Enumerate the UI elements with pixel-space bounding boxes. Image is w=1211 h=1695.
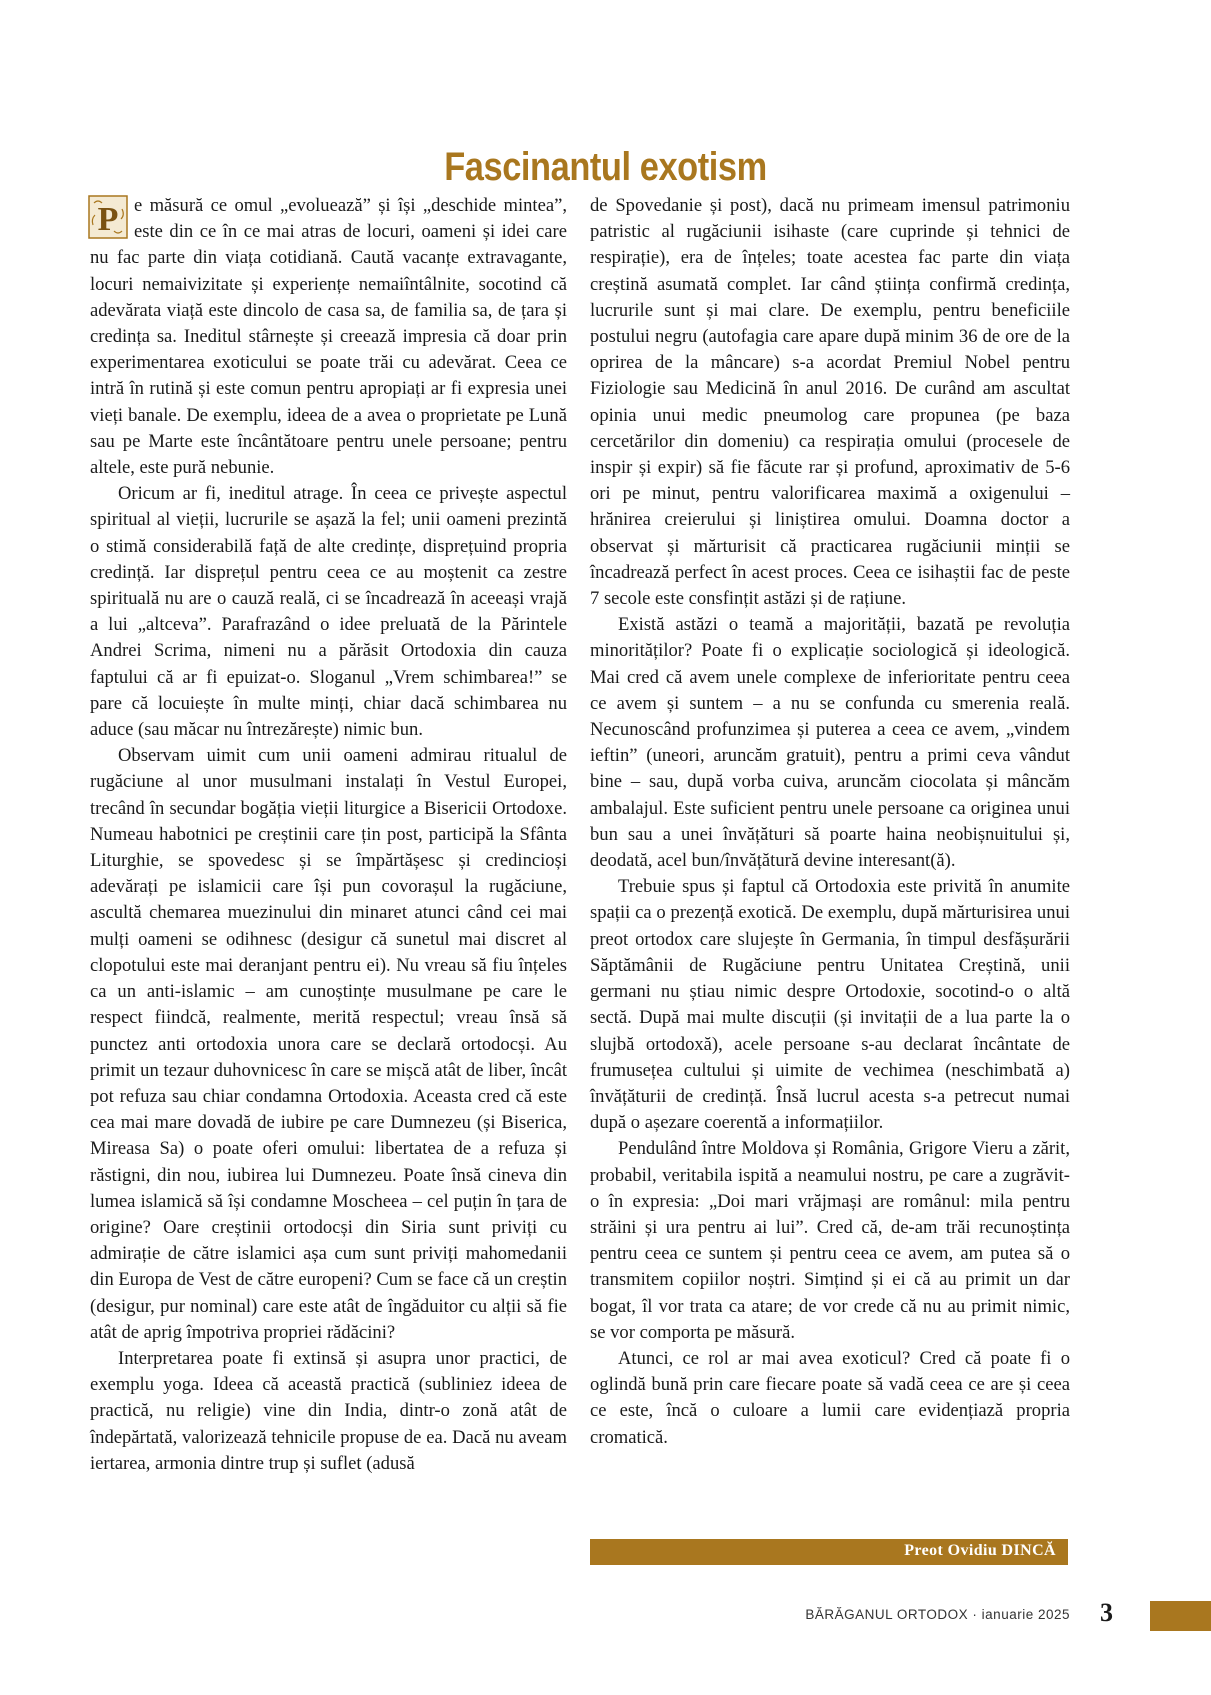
page-number: 3 xyxy=(1100,1598,1113,1627)
paragraph-1-text: e măsură ce omul „evoluează” și își „deschide mintea”, este din ce în ce mai atras de locuri, oameni și idei care nu fac parte din viața cotidiană. Caută vacanțe extravagante, locuri nemaivizitate și experiențe nemaiîntâlnite, socotind că adevărata viață este dincolo de casa sa, de familia sa, de țara și credința sa. Ineditul stârnește și creează impresia că doar prin experimentarea exoticului se poate trăi cu adevărat. Ceea ce intră în rutină și este comun pentru apropiați ar fi expresia unei vieți banale. De exemplu, ideea de a avea o proprietate pe Lună sau pe Marte este încântătoare pentru unele persoane; pentru altele, este pură nebunie. xyxy=(90,195,567,479)
article-title: Fascinantul exotism xyxy=(444,144,767,189)
paragraph-4-continued: de Spovedanie și post), dacă nu primeam imensul patrimoniu patristic al rugăciunii isihaste (care cuprinde și tehnici de respirație), era de înțeles; toate acestea fac parte din viața creștină asumată complet. Iar când știința confirmă credința, lucrurile sunt și mai clare. De exemplu, pentru beneficiile postului negru (autofagia care apare după minim 36 de ore de la oprirea de la mâncare) s-a acordat Premiul Nobel pentru Fiziologie sau Medicină în anul 2016. De curând am ascultat opinia unui medic pneumolog care propunea (pe baza cercetărilor din domeniu) ca respirația omului (procesele de inspir și expir) să fie făcute rar și profund, aproximativ de 5-6 ori pe minut, pentru valorificarea maximă a oxigenului – hrănirea creierului și liniștirea omului. Doamna doctor a observat și mărturisit că practicarea rugăciunii minții se încadrează perfect în acest proces. Ceea ce isihaștii fac de peste 7 secole este consfințit astăzi și de rațiune. xyxy=(590,195,1070,610)
author-name: Preot Ovidiu DINCĂ xyxy=(904,1542,1056,1559)
footer-accent-bar xyxy=(1150,1601,1211,1631)
ornate-drop-cap-icon xyxy=(88,195,128,239)
paragraph-4: Interpretarea poate fi extinsă și asupra unor practici, de exemplu yoga. Ideea că această practică (subliniez ideea de practică, nu religie) vine din India, dintr-o zonă atât de îndepărtată, valorizează tehnicile propuse de ea. Dacă nu aveam iertarea, armonia dintre trup și suflet (adusă xyxy=(90,1347,567,1474)
paragraph-3: Observam uimit cum unii oameni admirau ritualul de rugăciune al unor musulmani instalați în Vestul Europei, trecând în secundar bogăția vieții liturgice a Bisericii Ortodoxe. Numeau habotnici pe creștinii care țin post, participă la Sfânta Liturghie, se spovedesc și se împărtășesc și credincioși adevărați pe islamicii care își pun covorașul la rugăciune, ascultă chemarea muezinului din minaret atunci când cei mai mulți oameni se odihnesc (desigur că sunetul mai discret al clopotului este mai deranjant pentru ei). Nu vreau să fiu înțeles ca un anti-islamic – am cunoștințe musulmane pe care le respect fiindcă, realmente, merită respectul; vreau însă să punctez anti ortodoxia unora care se declară ortodocși. Au primit un tezaur duhovnicesc în care se mișcă atât de liber, încât pot refuza sau chiar condamna Ortodoxia. Aceasta cred că este cea mai mare dovadă de iubire pe care Dumnezeu (și Biserica, Mireasa Sa) o poate oferi omului: libertatea de a refuza și răstigni, din nou, iubirea lui Dumnezeu. Poate însă cineva din lumea islamică să își condamne Moscheea – cel puțin în țara de origine? Oare creștinii ortodocși din Siria sunt priviți cu admirație de către islamici așa cum sunt priviți mahomedanii din Europa de Vest de către europeni? Cum se face că un creștin (desigur, pur nominal) care este atât de îngăduitor cu alții să fie atât de aprig împotriva propriei rădăcini? xyxy=(90,745,567,1343)
left-column xyxy=(90,193,567,1477)
paragraph-1 xyxy=(90,193,567,481)
paragraph-6: Trebuie spus și faptul că Ortodoxia este privită în anumite spații ca o prezență exotică. De exemplu, după mărturisirea unui preot ortodox care slujește în Germania, în timpul desfășurării Săptămânii de Rugăciune pentru Unitatea Creștină, unii germani nu știau nimic despre Ortodoxie, socotind-o o altă sectă. După mai multe discuții (și invitații de a lua parte la o slujbă ortodoxă), acele persoane s-au declarat încântate de frumusețea cultului și uimite de vechimea (neschimbată a) învățăturii de credință. Însă lucrul acesta s-a petrecut numai după o așezare coerentă a informațiilor. xyxy=(590,876,1070,1134)
paragraph-8: Atunci, ce rol ar mai avea exoticul? Cred că poate fi o oglindă bună prin care fiecare poate să vadă ceea ce are și ceea ce este, încă o culoare a lumii care evidențiază propria cromatică. xyxy=(590,1347,1070,1448)
paragraph-5: Există astăzi o teamă a majorității, bazată pe revoluția minorităților? Poate fi o explicație sociologică și ideologică. Mai cred că avem unele complexe de inferioritate pentru ceea ce avem și suntem – a nu se confunda cu smerenia reală. Necunoscând profunzimea și puterea a ceea ce avem, „vindem ieftin” (uneori, aruncăm gratuit), pentru a primi ceva vândut bine – sau, după vorba cuiva, aruncăm ciocolata și mâncăm ambalajul. Este suficient pentru unele persoane ca originea unui bun sau a unei învățături să poarte haina neobișnuitului și, deodată, acel bun/învățătură devine interesant(ă). xyxy=(590,614,1070,872)
paragraph-2: Oricum ar fi, ineditul atrage. În ceea ce privește aspectul spiritual al vieții, lucrurile se așază la fel; unii oameni prezintă o stimă considerabilă față de alte credințe, disprețuind propria credință. Iar disprețul pentru ceea ce au moștenit ca zestre spirituală nu are o cauză reală, ci se încadrează în aceeași vrajă a lui „altceva”. Parafrazând o idee preluată de la Părintele Andrei Scrima, nimeni nu a părăsit Ortodoxia din cauza faptului că ar fi epuizat-o. Sloganul „Vrem schimbarea!” se pare că locuiește în multe minți, chiar dacă schimbarea nu aduce (sau măcar nu întrezărește) nimic bun. xyxy=(90,483,567,741)
paragraph-7: Pendulând între Moldova și România, Grigore Vieru a zărit, probabil, veritabila ispită a neamului nostru, pe care a zugrăvit-o în expresia: „Doi mari vrăjmași are românul: mila pentru străini și ura pentru ai lui”. Cred că, de-am trăi recunoștința pentru ceea ce suntem și pentru ceea ce avem, am putea să o transmitem copiilor noștri. Simțind și ei că au primit un dar bogat, îl vor trata ca atare; de vor crede că nu au primit nimic, se vor comporta pe măsură. xyxy=(590,1138,1070,1343)
author-bar xyxy=(590,1539,1068,1565)
publication-footer: BĂRĂGANUL ORTODOX · ianuarie 2025 xyxy=(805,1607,1070,1622)
drop-cap xyxy=(88,195,128,239)
drop-cap-letter: P xyxy=(97,201,119,238)
right-column xyxy=(590,193,1070,1451)
